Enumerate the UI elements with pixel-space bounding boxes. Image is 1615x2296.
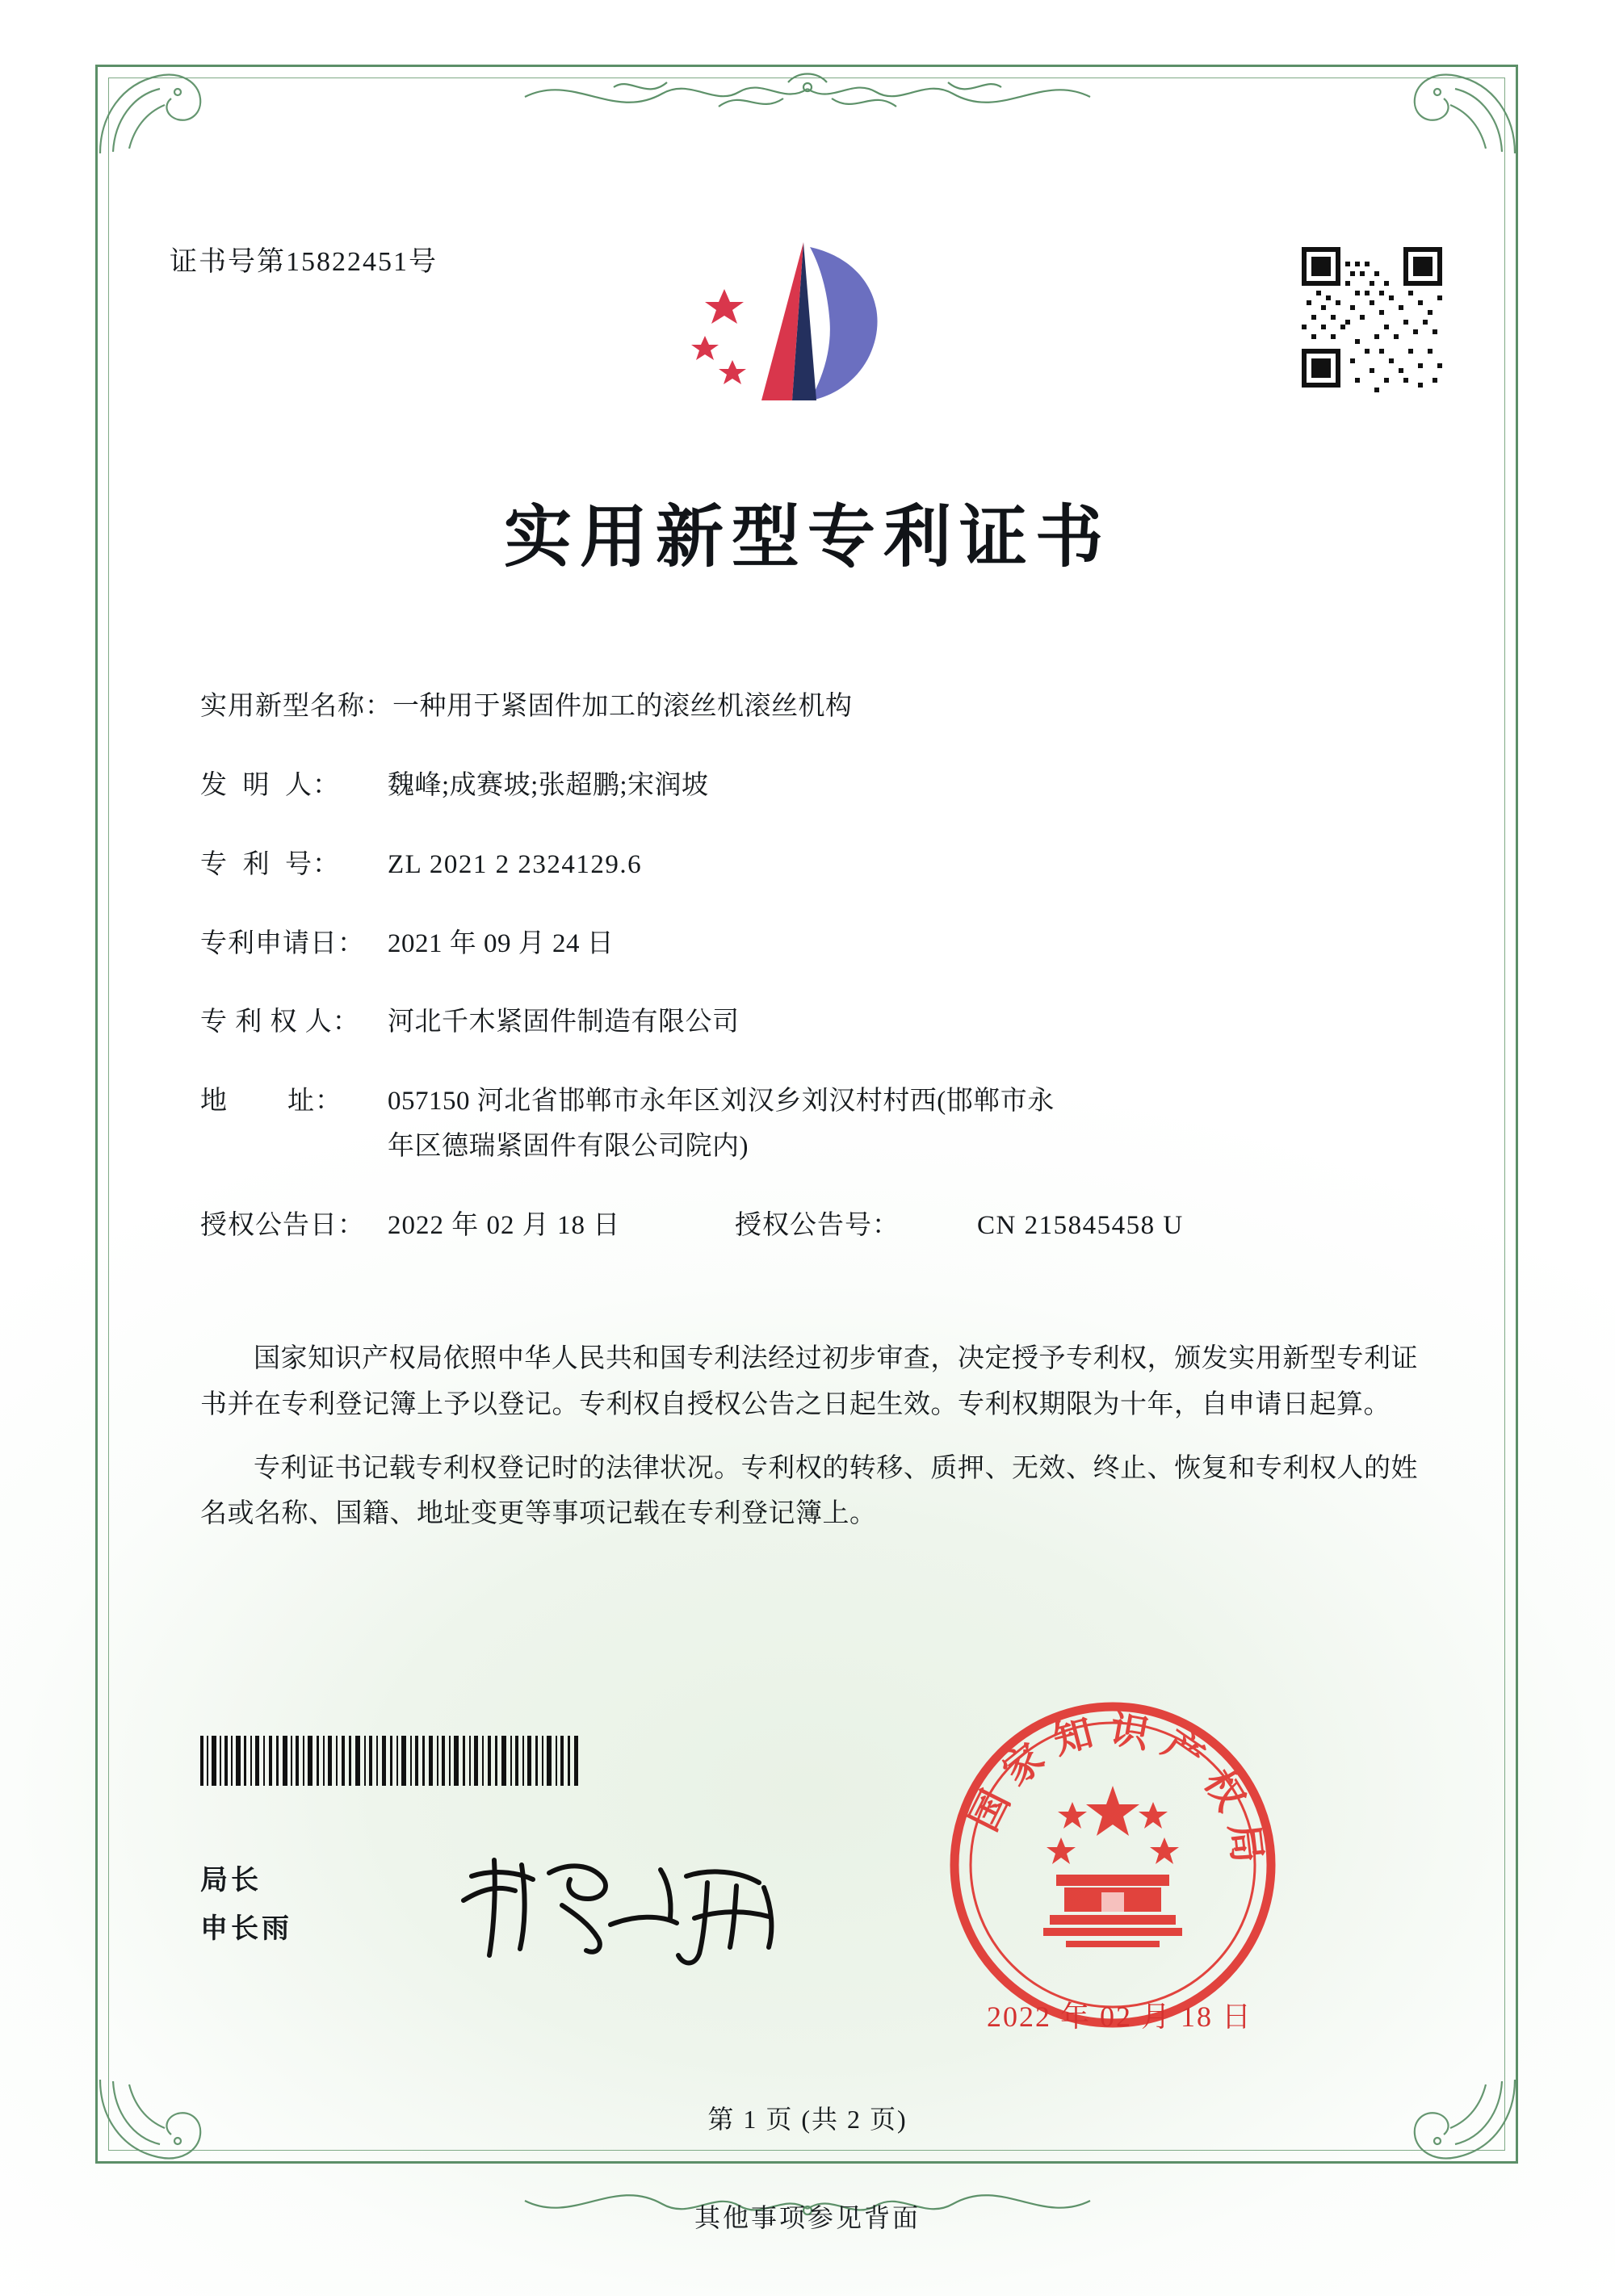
field-invention-title-label: 实用新型名称： — [200, 692, 392, 721]
field-patentee-label: 专 利 权 人： — [200, 1008, 360, 1037]
field-grant-row — [200, 1207, 1412, 1246]
certificate-number: 证书号第15822451号 — [170, 247, 438, 277]
field-application-date-label: 专利申请日： — [200, 928, 365, 958]
field-grant-date-value: 2022 年 02 月 18 日 — [388, 1210, 621, 1240]
field-patentee-value: 河北千木紧固件制造有限公司 — [388, 1008, 740, 1037]
field-patent-number — [200, 846, 1412, 885]
cnipa-emblem-icon — [674, 233, 941, 418]
page-title: 实用新型专利证书 — [503, 501, 1111, 576]
field-patent-number-label: 专 利 号： — [200, 849, 340, 879]
field-grant-number-value: CN 215845458 U — [977, 1210, 1184, 1240]
field-inventors-label: 发 明 人： — [200, 770, 340, 800]
field-inventors-value: 魏峰;成赛坡;张超鹏;宋润坡 — [388, 770, 709, 800]
director-role-label: 局长 — [200, 1866, 262, 1896]
field-address-value — [388, 1083, 1412, 1167]
field-grant-date-label: 授权公告日： — [200, 1210, 365, 1240]
svg-text:国家知识产权局: 国家知识产权局 — [963, 1707, 1270, 1878]
field-address-line1: 057150 河北省邯郸市永年区刘汉乡刘汉村村西(邯郸市永 — [388, 1087, 1055, 1117]
corner-ornament-top-right — [1397, 68, 1518, 157]
field-invention-title-value: 一种用于紧固件加工的滚丝机滚丝机构 — [392, 692, 853, 721]
top-ornament — [517, 65, 1098, 124]
barcode — [200, 1736, 604, 1786]
field-patent-number-value: ZL 2021 2 2324129.6 — [388, 849, 643, 879]
legal-body-text — [200, 1336, 1418, 1555]
back-side-note: 其他事项参见背面 — [694, 2203, 921, 2232]
seal-date: 2022 年 02 月 18 日 — [987, 2001, 1253, 2033]
paragraph-2: 专利证书记载专利权登记时的法律状况。专利权的转移、质押、无效、终止、恢复和专利权人的姓名或名称、国籍、地址变更等事项记载在专利登记簿上。 — [200, 1453, 1418, 1529]
field-address — [200, 1083, 1412, 1167]
director-name-label: 申长雨 — [200, 1913, 292, 1944]
qr-code — [1297, 242, 1447, 392]
field-invention-title — [200, 688, 1412, 727]
field-address-line2: 年区德瑞紧固件有限公司院内) — [388, 1132, 749, 1162]
field-application-date-value: 2021 年 09 月 24 日 — [388, 928, 615, 958]
director-block — [200, 1857, 292, 1953]
field-address-label: 地 址： — [200, 1087, 342, 1117]
director-signature — [452, 1841, 799, 1970]
field-patentee — [200, 1003, 1412, 1042]
corner-ornament-top-left — [97, 68, 218, 157]
certificate-fields — [200, 688, 1412, 1281]
field-inventors — [200, 767, 1412, 806]
field-application-date — [200, 925, 1412, 964]
official-seal — [943, 1695, 1282, 2034]
field-grant-number-label: 授权公告号： — [735, 1210, 900, 1240]
paragraph-1: 国家知识产权局依照中华人民共和国专利法经过初步审查，决定授予专利权，颁发实用新型专利证书并在专利登记簿上予以登记。专利权自授权公告之日起生效。专利权期限为十年，自申请日起算。 — [200, 1344, 1418, 1419]
page-number: 第 1 页 (共 2 页) — [707, 2105, 908, 2134]
